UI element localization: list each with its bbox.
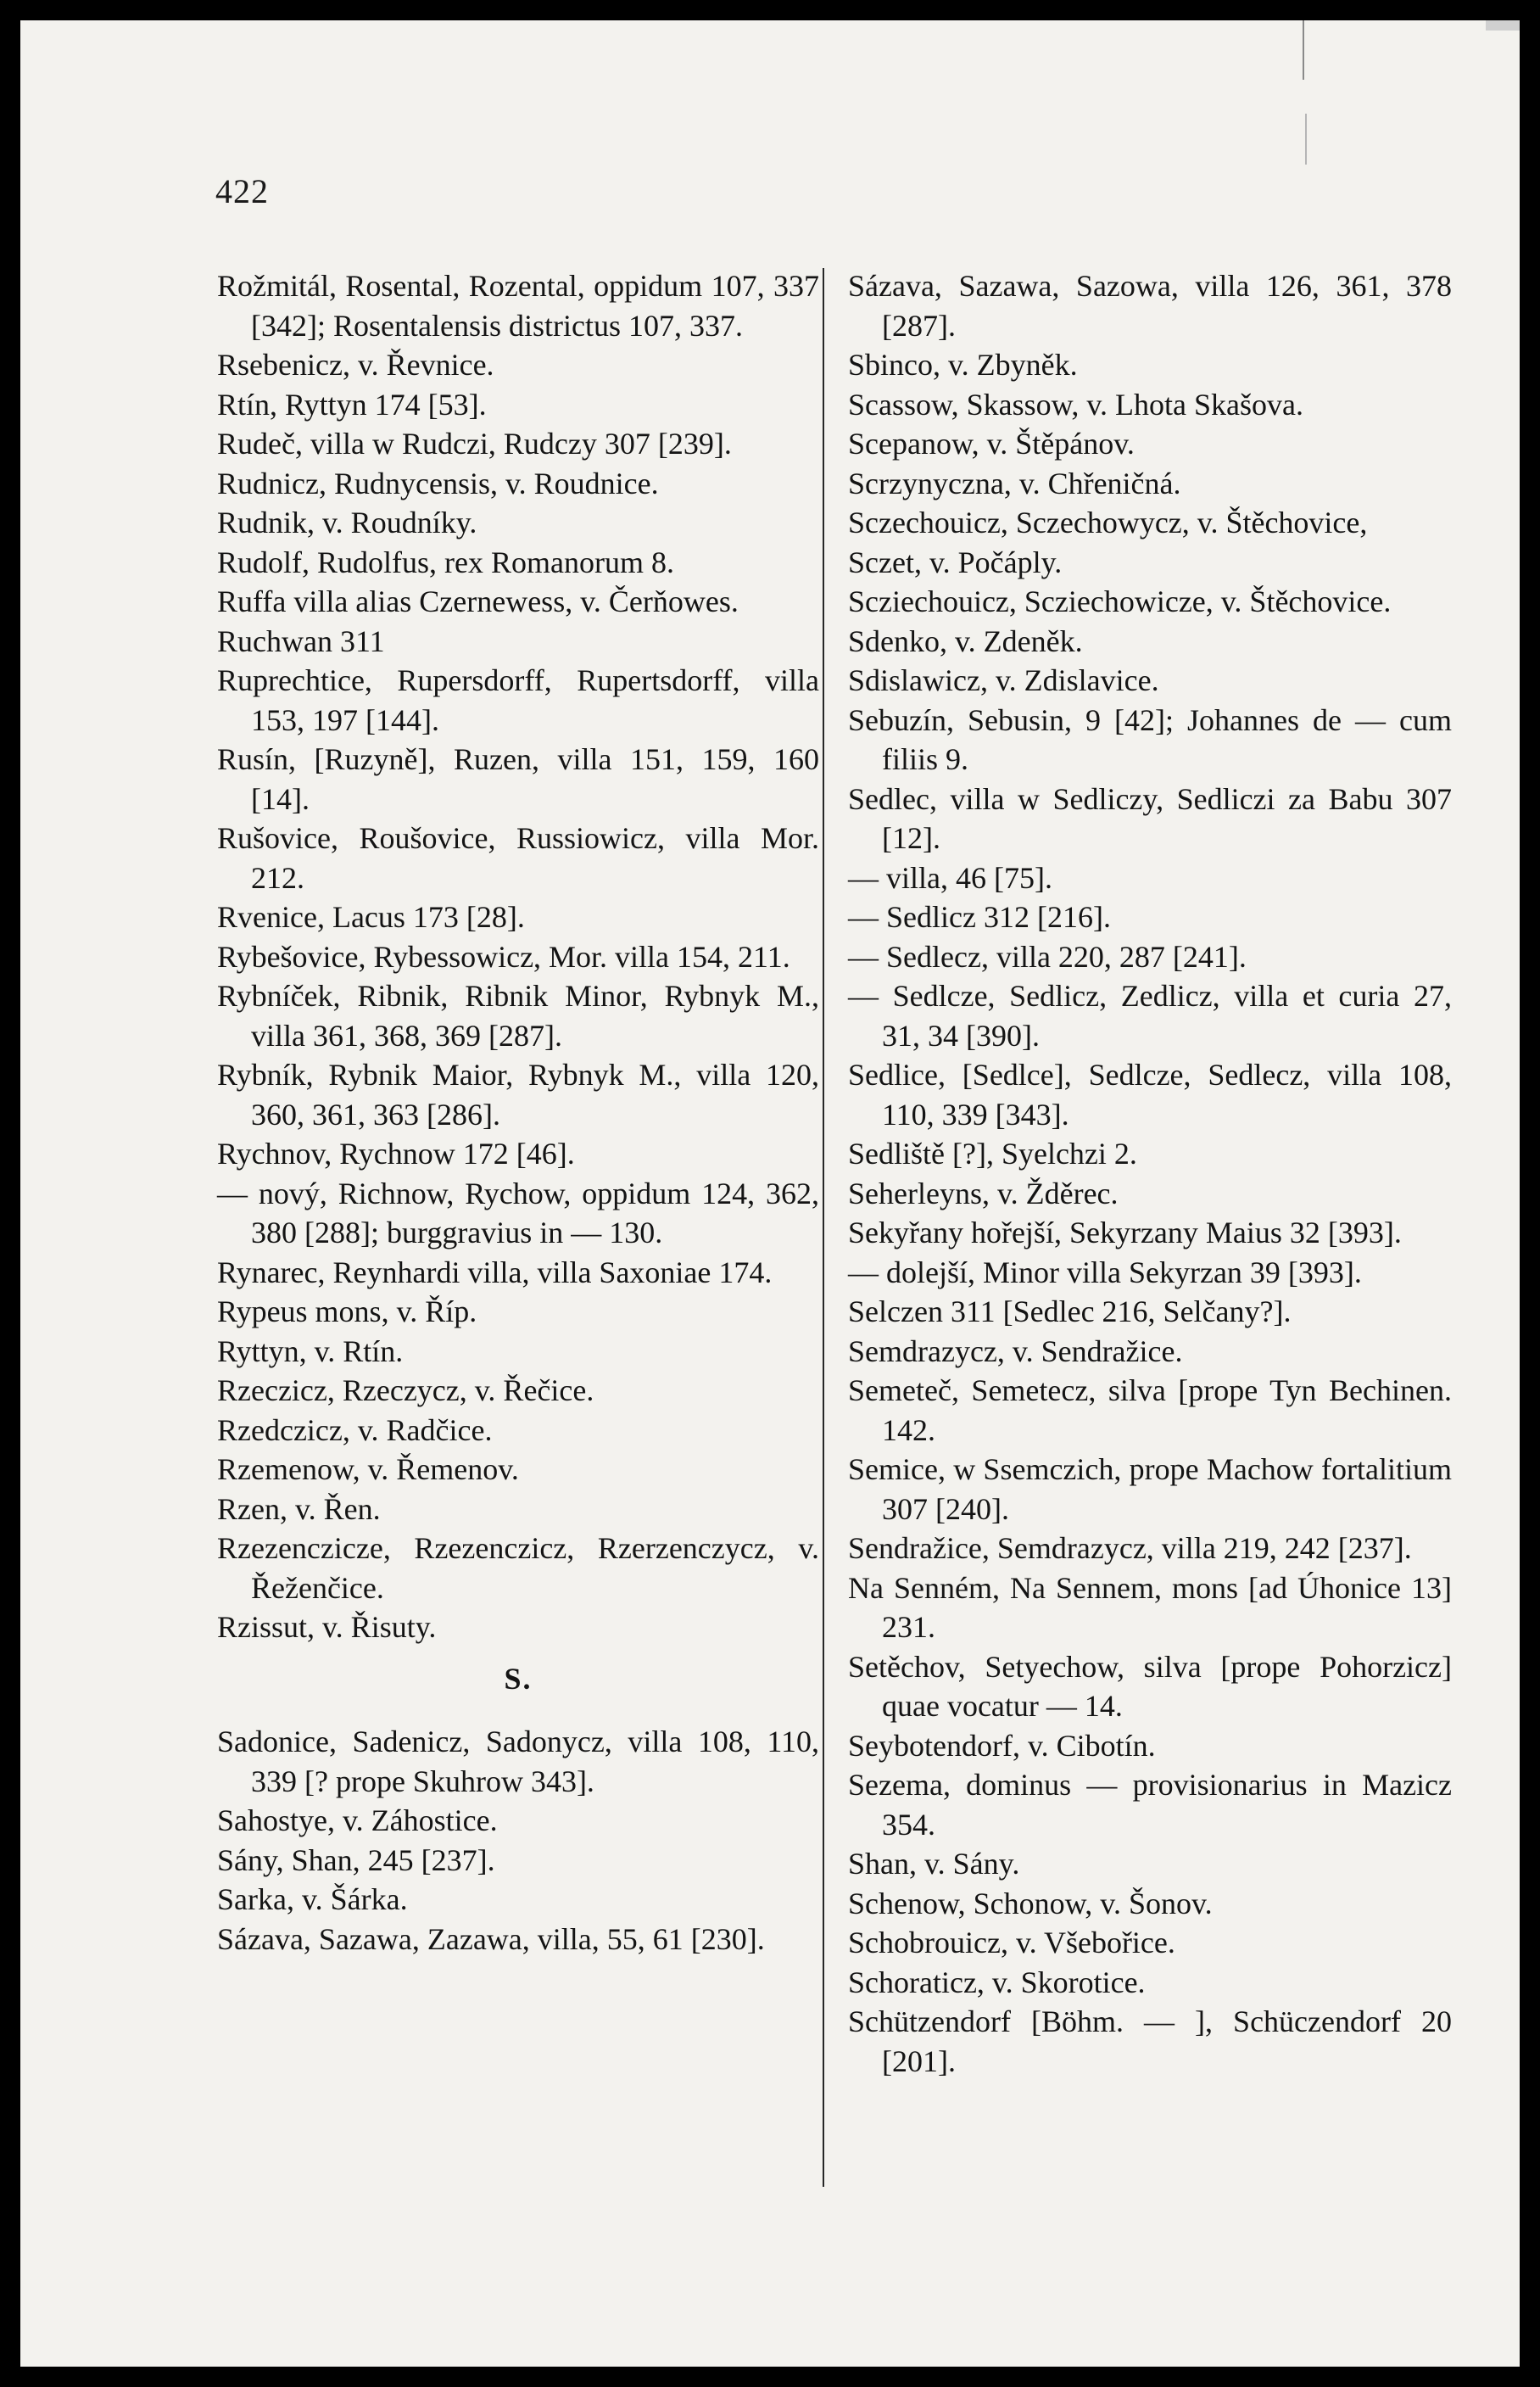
left-entry-list <box>217 266 819 1647</box>
index-entry: Shan, v. Sány. <box>848 1847 1020 1881</box>
index-entry: Rožmitál, Rosental, Rozental, oppidum 107, 337 [342]; Rosentalensis districtus 107, 337. <box>217 269 819 343</box>
index-entry: Ruffa villa alias Czernewess, v. Čerňowes. <box>217 584 739 618</box>
index-entry: Semice, w Ssemczich, prope Machow fortalitium 307 [240]. <box>848 1452 1452 1526</box>
index-entry: Sány, Shan, 245 [237]. <box>217 1842 495 1877</box>
index-entry: Sadonice, Sadenicz, Sadonycz, villa 108, 110, 339 [? prope Skuhrow 343]. <box>217 1725 819 1798</box>
index-entry: Rusín, [Ruzyně], Ruzen, villa 151, 159, 160 [14]. <box>217 742 819 816</box>
index-entry: — Sedlecz, villa 220, 287 [241]. <box>848 939 1247 974</box>
index-entry: Ruprechtice, Rupersdorff, Rupertsdorff, villa 153, 197 [144]. <box>217 663 819 737</box>
index-entry: Sedlice, [Sedlce], Sedlcze, Sedlecz, villa 108, 110, 339 [343]. <box>848 1058 1452 1132</box>
index-entry: Scepanow, v. Štěpánov. <box>848 427 1135 461</box>
index-entry: Semeteč, Semetecz, silva [prope Tyn Bechinen. 142. <box>848 1373 1452 1447</box>
index-entry: Sázava, Sazawa, Zazawa, villa, 55, 61 [230]. <box>217 1921 765 1956</box>
index-entry: Ryttyn, v. Rtín. <box>217 1333 404 1368</box>
index-entry: Rzedczicz, v. Radčice. <box>217 1412 493 1447</box>
index-entry: Rypeus mons, v. Říp. <box>217 1294 477 1328</box>
index-entry: Sázava, Sazawa, Sazowa, villa 126, 361, 378 [287]. <box>848 269 1452 343</box>
index-entry: Sczechouicz, Sczechowycz, v. Štěchovice, <box>848 506 1368 539</box>
index-entry: Sdenko, v. Zdeněk. <box>848 623 1083 658</box>
index-entry: Scziechouicz, Scziechowicze, v. Štěchovice. <box>848 584 1392 618</box>
index-entry: Rudolf, Rudolfus, rex Romanorum 8. <box>217 545 674 579</box>
index-entry: Na Senném, Na Sennem, mons [ad Úhonice 13] 231. <box>848 1570 1452 1644</box>
scan-edge-mark <box>1303 20 1304 80</box>
index-entry: Rušovice, Roušovice, Russiowicz, villa Mor. 212. <box>217 821 819 895</box>
index-entry: — dolejší, Minor villa Sekyrzan 39 [393]. <box>848 1255 1362 1289</box>
index-entry: Sarka, v. Šárka. <box>217 1882 408 1916</box>
index-entry: — Sedlicz 312 [216]. <box>848 900 1111 934</box>
left-entry-list-after-heading <box>217 1722 819 1959</box>
index-entry: Rudnik, v. Roudníky. <box>217 506 477 539</box>
index-entry: Rzezenczicze, Rzezenczicz, Rzerzenczycz, v. Řeženčice. <box>217 1531 819 1605</box>
index-entry: Scrzynyczna, v. Chřeničná. <box>848 466 1181 500</box>
index-entry: Seherleyns, v. Žděrec. <box>848 1176 1119 1210</box>
index-entry: Rychnov, Rychnow 172 [46]. <box>217 1137 575 1171</box>
book-page <box>20 20 1520 2367</box>
index-entry: Sbinco, v. Zbyněk. <box>848 348 1078 382</box>
index-entry: Setěchov, Setyechow, silva [prope Pohorzicz] quae vocatur — 14. <box>848 1649 1452 1723</box>
index-entry: Rzen, v. Řen. <box>217 1491 381 1526</box>
index-entry: Sekyřany hořejší, Sekyrzany Maius 32 [393]. <box>848 1216 1402 1249</box>
right-entry-list <box>848 266 1452 2081</box>
scan-edge-mark <box>1305 114 1307 165</box>
index-entry: — villa, 46 [75]. <box>848 860 1052 895</box>
index-entry: Sczet, v. Počáply. <box>848 545 1063 579</box>
page-number: 422 <box>215 172 269 210</box>
index-entry: Schützendorf [Böhm. — ], Schüczendorf 20 [201]. <box>848 2004 1452 2078</box>
index-entry: Rybníček, Ribnik, Ribnik Minor, Rybnyk M., villa 361, 368, 369 [287]. <box>217 979 819 1053</box>
index-entry: Rzemenow, v. Řemenov. <box>217 1452 519 1486</box>
index-entry: Schobrouicz, v. Všebořice. <box>848 1926 1175 1959</box>
index-entry: Rsebenicz, v. Řevnice. <box>217 348 494 382</box>
index-entry: Sedliště [?], Syelchzi 2. <box>848 1137 1137 1171</box>
column-divider <box>823 268 824 2187</box>
scan-corner-artifact <box>1486 20 1520 31</box>
index-entry: Rzeczicz, Rzeczycz, v. Řečice. <box>217 1373 594 1407</box>
index-entry: Sendražice, Semdrazycz, villa 219, 242 [237]. <box>848 1531 1412 1565</box>
index-entry: Selczen 311 [Sedlec 216, Selčany?]. <box>848 1294 1292 1328</box>
section-heading: S. <box>504 1661 533 1696</box>
index-entry: Rtín, Ryttyn 174 [53]. <box>217 387 487 422</box>
index-entry: Sdislawicz, v. Zdislavice. <box>848 663 1159 697</box>
index-entry: Rybník, Rybnik Maior, Rybnyk M., villa 120, 360, 361, 363 [286]. <box>217 1058 819 1132</box>
index-entry: Sezema, dominus — provisionarius in Mazicz 354. <box>848 1768 1452 1842</box>
index-entry: — nový, Richnow, Rychow, oppidum 124, 362, 380 [288]; burggravius in — 130. <box>217 1176 819 1249</box>
index-entry: Rybešovice, Rybessowicz, Mor. villa 154, 211. <box>217 939 790 974</box>
index-entry: — Sedlcze, Sedlicz, Zedlicz, villa et curia 27, 31, 34 [390]. <box>848 979 1452 1053</box>
index-entry: Sahostye, v. Záhostice. <box>217 1803 498 1837</box>
index-entry: Sedlec, villa w Sedliczy, Sedliczi za Babu 307 [12]. <box>848 781 1452 855</box>
right-column <box>848 266 1452 2081</box>
index-entry: Schenow, Schonow, v. Šonov. <box>848 1886 1213 1920</box>
index-entry: Sebuzín, Sebusin, 9 [42]; Johannes de — cum filiis 9. <box>848 702 1452 776</box>
index-entry: Rvenice, Lacus 173 [28]. <box>217 900 525 934</box>
left-column <box>217 266 819 1959</box>
index-entry: Semdrazycz, v. Sendražice. <box>848 1333 1183 1368</box>
index-entry: Rudnicz, Rudnycensis, v. Roudnice. <box>217 466 659 500</box>
index-entry: Rzissut, v. Řisuty. <box>217 1610 437 1644</box>
index-entry: Schoraticz, v. Skorotice. <box>848 1965 1146 1999</box>
index-entry: Rudeč, villa w Rudczi, Rudczy 307 [239]. <box>217 427 732 461</box>
index-entry: Scassow, Skassow, v. Lhota Skašova. <box>848 387 1303 422</box>
index-entry: Ruchwan 311 <box>217 623 385 658</box>
index-entry: Rynarec, Reynhardi villa, villa Saxoniae 174. <box>217 1255 773 1289</box>
index-entry: Seybotendorf, v. Cibotín. <box>848 1728 1156 1763</box>
